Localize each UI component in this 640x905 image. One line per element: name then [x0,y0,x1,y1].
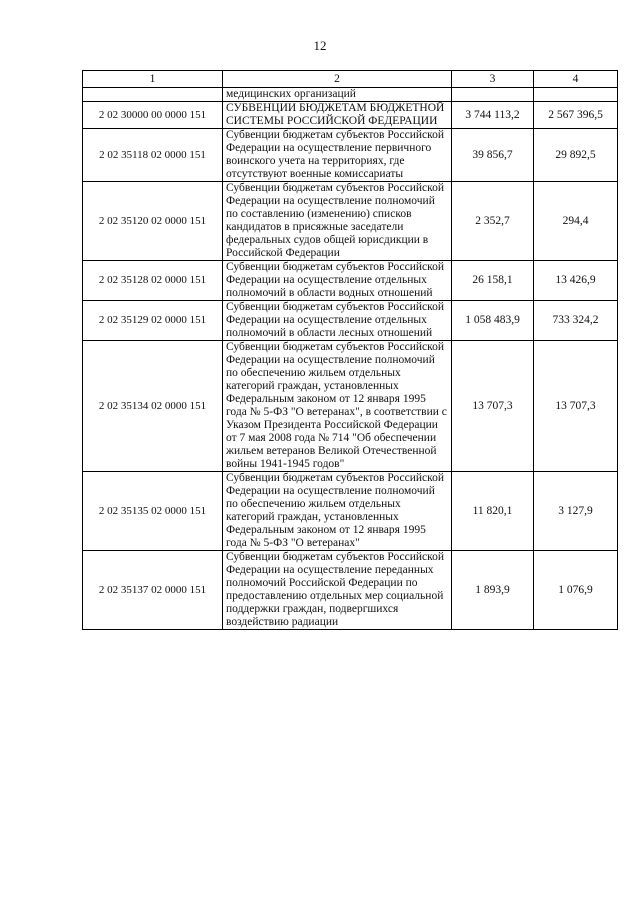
row-name: Субвенции бюджетам субъектов Российской Федерации на осуществление отдельных полномочий в области лесных отношений [223,301,452,341]
table-row [83,88,618,102]
table-row [83,301,618,341]
row-value-3: 26 158,1 [452,261,534,301]
row-name: Субвенции бюджетам субъектов Российской Федерации на осуществление полномочий по составлению (изменению) списков кандидатов в присяжные заседатели федеральных судов общей юрисдикции в Российской Федерации [223,182,452,261]
row-value-3: 1 893,9 [452,551,534,630]
page-number: 12 [313,38,327,53]
row-value-3 [452,88,534,102]
row-value-4: 2 567 396,5 [534,102,618,129]
column-header-2: 2 [223,71,452,88]
row-value-4: 29 892,5 [534,129,618,182]
row-code: 2 02 35118 02 0000 151 [83,129,223,182]
row-value-3: 2 352,7 [452,182,534,261]
row-code: 2 02 35129 02 0000 151 [83,301,223,341]
row-code: 2 02 35134 02 0000 151 [83,341,223,472]
table-row [83,102,618,129]
row-code [83,88,223,102]
table-row [83,129,618,182]
row-value-3: 11 820,1 [452,472,534,551]
row-name: Субвенции бюджетам субъектов Российской Федерации на осуществление полномочий по обеспечению жильем отдельных категорий граждан, установленных Федеральным законом от 12 января 1995 года № 5-ФЗ "О ветеранах" [223,472,452,551]
row-value-3: 39 856,7 [452,129,534,182]
table-row [83,182,618,261]
row-name: СУБВЕНЦИИ БЮДЖЕТАМ БЮДЖЕТНОЙ СИСТЕМЫ РОССИЙСКОЙ ФЕДЕРАЦИИ [223,102,452,129]
row-value-4: 733 324,2 [534,301,618,341]
table-row [83,551,618,630]
budget-table [82,70,618,630]
row-value-4: 13 707,3 [534,341,618,472]
row-value-4: 13 426,9 [534,261,618,301]
row-code: 2 02 35135 02 0000 151 [83,472,223,551]
table-header-row [83,71,618,88]
table-row [83,341,618,472]
row-name: Субвенции бюджетам субъектов Российской Федерации на осуществление полномочий по обеспечению жильем отдельных категорий граждан, установленных Федеральным законом от 12 января 1995 года № 5-ФЗ "О ветеранах", в соответствии с Указом Президента Российской Федерации от 7 мая 2008 года № 714 "Об обеспечении жильем ветеранов Великой Отечественной войны 1941-1945 годов" [223,341,452,472]
column-header-3: 3 [452,71,534,88]
row-value-4: 294,4 [534,182,618,261]
row-code: 2 02 35128 02 0000 151 [83,261,223,301]
row-value-4: 1 076,9 [534,551,618,630]
row-name: Субвенции бюджетам субъектов Российской Федерации на осуществление первичного воинского учета на территориях, где отсутствуют военные комиссариаты [223,129,452,182]
row-value-4: 3 127,9 [534,472,618,551]
row-name: Субвенции бюджетам субъектов Российской Федерации на осуществление переданных полномочий Российской Федерации по предоставлению отдельных мер социальной поддержки граждан, подвергшихся воздействию радиации [223,551,452,630]
row-code: 2 02 35137 02 0000 151 [83,551,223,630]
row-code: 2 02 35120 02 0000 151 [83,182,223,261]
row-code: 2 02 30000 00 0000 151 [83,102,223,129]
row-value-3: 13 707,3 [452,341,534,472]
row-value-4 [534,88,618,102]
column-header-1: 1 [83,71,223,88]
row-value-3: 1 058 483,9 [452,301,534,341]
table-row [83,261,618,301]
row-value-3: 3 744 113,2 [452,102,534,129]
table-row [83,472,618,551]
column-header-4: 4 [534,71,618,88]
row-name: Субвенции бюджетам субъектов Российской Федерации на осуществление отдельных полномочий в области водных отношений [223,261,452,301]
row-name: медицинских организаций [223,88,452,102]
